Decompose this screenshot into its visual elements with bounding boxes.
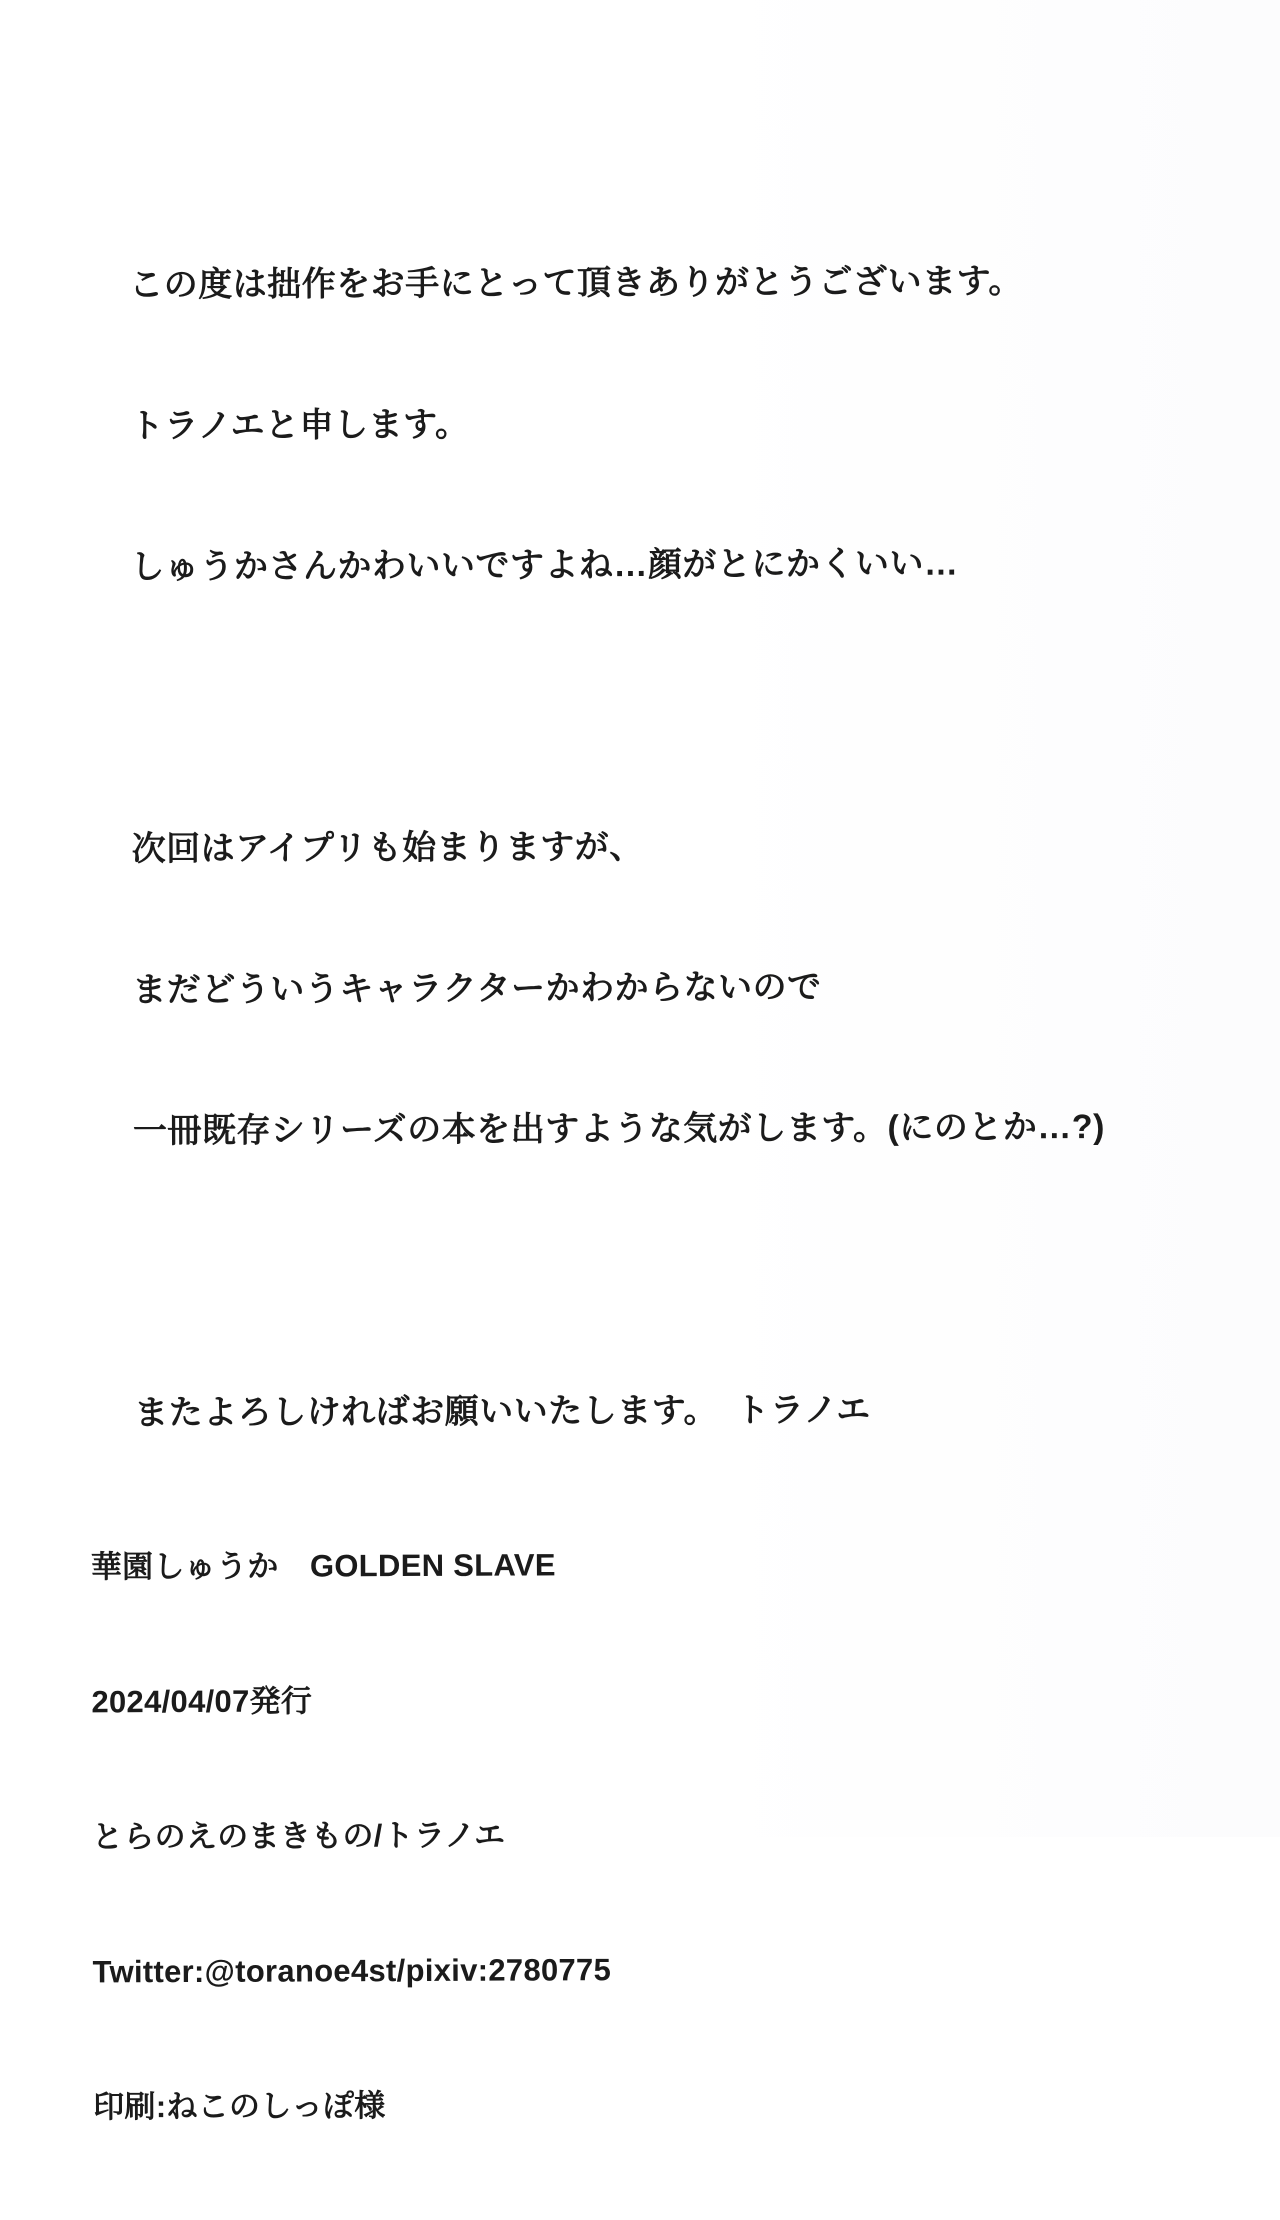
afterword-line: しゅうかさんかわいいですよね…顔がとにかくいい…: [130, 544, 959, 587]
afterword-line: 一冊既存シリーズの本を出すような気がします。(にのとか…?): [132, 1107, 1105, 1151]
afterword-line: トラノエと申します。: [129, 405, 470, 446]
colophon-printer: 印刷:ねこのしっぽ様: [93, 2088, 386, 2125]
colophon-block: [90, 1452, 612, 2219]
afterword-line: この度は拙作をお手にとって頂きありがとうございます。: [129, 262, 1023, 305]
colophon-title: 華園しゅうか GOLDEN SLAVE: [90, 1547, 556, 1585]
afterword-line: 次回はアイプリも始まりますが、: [131, 827, 644, 869]
afterword-line: まだどういうキャラクターかわからないので: [132, 968, 822, 1010]
colophon-contact: Twitter:@toranoe4st/pixiv:2780775: [92, 1952, 612, 1990]
afterword-line-blank: [133, 1245, 1105, 1296]
afterword-line: またよろしければお願いいたします。 トラノエ: [134, 1390, 871, 1433]
afterword-text-block: [129, 164, 1107, 1531]
colophon-publish-date: 2024/04/07発行: [91, 1683, 313, 1720]
afterword-line-blank: [131, 681, 1103, 732]
colophon-circle-author: とらのえのまきもの/トラノエ: [91, 1817, 506, 1855]
